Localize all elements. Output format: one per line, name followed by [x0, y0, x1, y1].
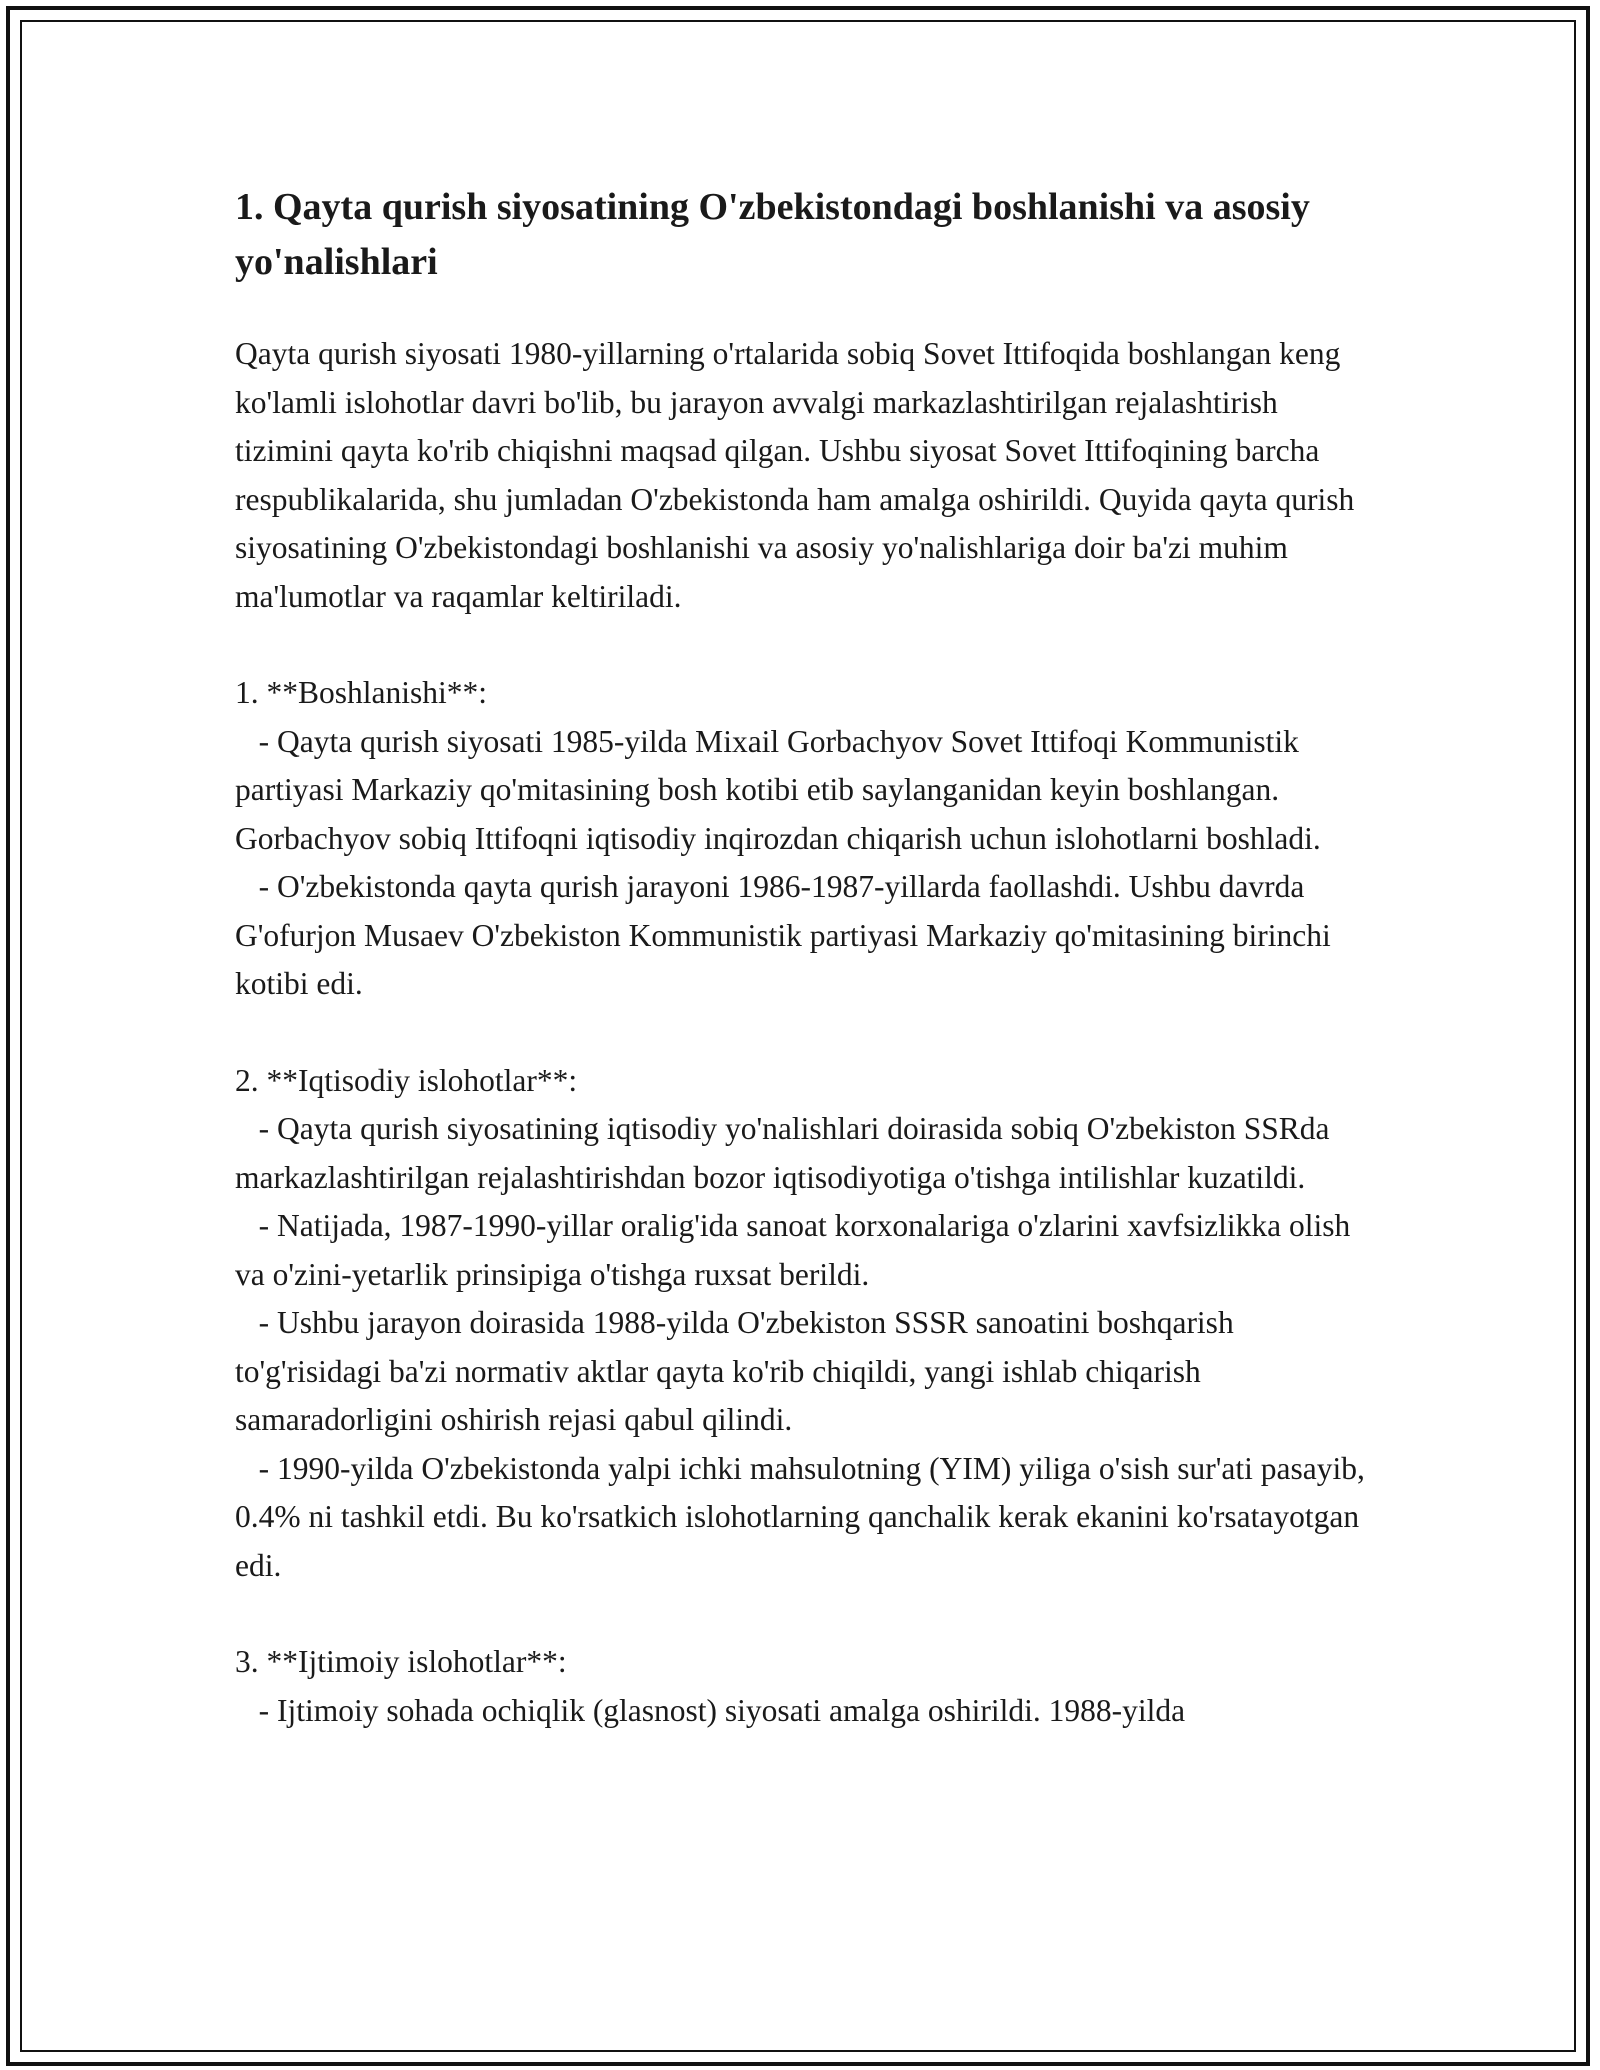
document-title: 1. Qayta qurish siyosatining O'zbekistondagi boshlanishi va asosiy yo'nalishlari	[235, 186, 1310, 283]
section-ijtimoiy-islohotlar	[235, 1638, 1370, 1735]
list-item: - Qayta qurish siyosatining iqtisodiy yo'nalishlari doirasida sobiq O'zbekiston SSRda markazlashtirilgan rejalashtirishdan bozor iqtisodiyotiga o'tishga intilishlar kuzatildi.	[235, 1111, 1338, 1195]
list-item: - Qayta qurish siyosati 1985-yilda Mixail Gorbachyov Sovet Ittifoqi Kommunistik partiyasi Markaziy qo'mitasining bosh kotibi etib saylanganidan keyin boshlangan. Gorbachyov sobiq Ittifoqni iqtisodiy inqirozdan chiqarish uchun islohotlarni boshladi.	[235, 723, 1321, 856]
section-boshlanishi	[235, 669, 1370, 1009]
section-iqtisodiy-islohotlar	[235, 1057, 1373, 1591]
list-item: - Natijada, 1987-1990-yillar oralig'ida sanoat korxonalariga o'zlarini xavfsizlikka olish va o'zini-yetarlik prinsipiga o'tishga ruxsat berildi.	[235, 1208, 1359, 1292]
list-item: - Ijtimoiy sohada ochiqlik (glasnost) siyosati amalga oshirildi. 1988-yilda	[235, 1692, 1186, 1728]
section-heading: 3. **Ijtimoiy islohotlar**:	[235, 1644, 567, 1679]
section-heading: 1. **Boshlanishi**:	[235, 675, 488, 710]
list-item: - O'zbekistonda qayta qurish jarayoni 1986-1987-yillarda faollashdi. Ushbu davrda G'ofurjon Musaev O'zbekiston Kommunistik partiyasi Markaziy qo'mitasining birinchi kotibi edi.	[235, 869, 1339, 1001]
list-item: - Ushbu jarayon doirasida 1988-yilda O'zbekiston SSSR sanoatini boshqarish to'g'risidagi ba'zi normativ aktlar qayta ko'rib chiqildi, yangi ishlab chiqarish samaradorligini oshirish rejasi qabul qilindi.	[235, 1305, 1242, 1437]
intro-paragraph: Qayta qurish siyosati 1980-yillarning o'rtalarida sobiq Sovet Ittifoqida boshlangan keng ko'lamli islohotlar davri bo'lib, bu jarayon avvalgi markazlashtirilgan rejalashtirish tizimini qayta ko'rib chiqishni maqsad qilgan. Ushbu siyosat Sovet Ittifoqining barcha respublikalarida, shu jumladan O'zbekistonda ham amalga oshirildi. Quyida qayta qurish siyosatining O'zbekistondagi boshlanishi va asosiy yo'nalishlariga doir ba'zi muhim ma'lumotlar va raqamlar keltiriladi.	[235, 336, 1355, 614]
document-body	[235, 180, 1373, 1735]
section-heading: 2. **Iqtisodiy islohotlar**:	[235, 1062, 578, 1098]
list-item: - 1990-yilda O'zbekistonda yalpi ichki mahsulotning (YIM) yiliga o'sish sur'ati pasayib, 0.4% ni tashkil etdi. Bu ko'rsatkich islohotlarning qanchalik kerak ekanini ko'rsatayotgan edi.	[235, 1450, 1373, 1583]
